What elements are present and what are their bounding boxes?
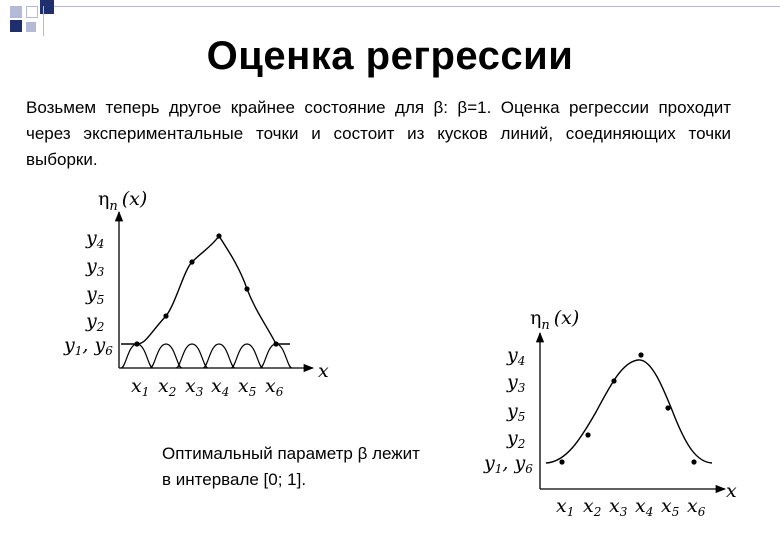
left-y-label: $y_3$	[86, 255, 105, 279]
left-x-label: $x_5$	[238, 375, 257, 399]
left-x-label: $x_4$	[211, 375, 230, 399]
left-graph	[63, 188, 329, 399]
sample-point	[273, 341, 278, 346]
caption-line-2: в интервале [0; 1].	[162, 470, 307, 489]
right-x-label: $x_6$	[687, 495, 706, 519]
kernel-curve	[150, 344, 182, 368]
right-y-label: $y_4$	[507, 344, 526, 368]
sample-point	[163, 313, 168, 318]
eta-symbol: η	[98, 188, 110, 210]
right-x-axis-label: x	[726, 480, 737, 502]
right-x-label: $x_1$	[556, 495, 575, 519]
sample-point	[638, 352, 643, 357]
left-kernel-curves	[121, 344, 292, 368]
sample-point	[216, 233, 221, 238]
right-y-title: $\eta_n$ (x)	[530, 307, 580, 333]
right-y-label: $y_2$	[507, 427, 526, 451]
sample-point	[189, 259, 194, 264]
right-x-label: $x_4$	[635, 495, 654, 519]
left-regression-curve	[121, 236, 290, 344]
sample-point	[611, 378, 616, 383]
left-x-axis-label: x	[318, 360, 329, 382]
left-x-label: $x_3$	[185, 375, 204, 399]
slide-title: Оценка регрессии	[206, 34, 574, 78]
right-x-label: $x_2$	[583, 495, 602, 519]
left-y-label: $y_5$	[86, 283, 105, 307]
kernel-curve	[260, 344, 292, 368]
left-y-title: $\eta_n$ (x)	[98, 188, 148, 214]
sample-point	[691, 459, 696, 464]
sample-point	[585, 432, 590, 437]
left-x-label: $x_2$	[158, 375, 177, 399]
left-y-label: $y_2$	[86, 310, 105, 334]
kernel-curve	[121, 344, 153, 368]
right-sample-points	[559, 352, 696, 464]
slide-body-text: Возьмем теперь другое крайнее состояние для β: β=1. Оценка регрессии проходит через экспериментальные точки и состоит из кусков линий, соединяющих точки выборки.	[26, 98, 731, 169]
right-regression-curve	[546, 360, 712, 463]
left-x-label: $x_1$	[131, 375, 150, 399]
sample-point	[665, 405, 670, 410]
caption-line-1: Оптимальный параметр β лежит	[162, 444, 420, 463]
sample-point	[134, 341, 139, 346]
kernel-curve	[176, 344, 208, 368]
left-y-label: $y_4$	[86, 227, 105, 251]
sample-point	[244, 286, 249, 291]
kernel-curve	[203, 344, 235, 368]
right-x-label: $x_3$	[609, 495, 628, 519]
eta-symbol: η	[530, 307, 542, 329]
right-y-label: $y_1$, $y_6$	[484, 452, 533, 476]
kernel-curve	[231, 344, 263, 368]
left-y-label: $y_1$, $y_6$	[64, 334, 113, 358]
right-x-label: $x_5$	[661, 495, 680, 519]
right-y-label: $y_5$	[507, 400, 526, 424]
right-graph	[483, 307, 737, 519]
left-x-label: $x_6$	[265, 375, 284, 399]
left-sample-points	[134, 233, 278, 346]
sample-point	[559, 459, 564, 464]
right-y-label: $y_3$	[507, 371, 526, 395]
